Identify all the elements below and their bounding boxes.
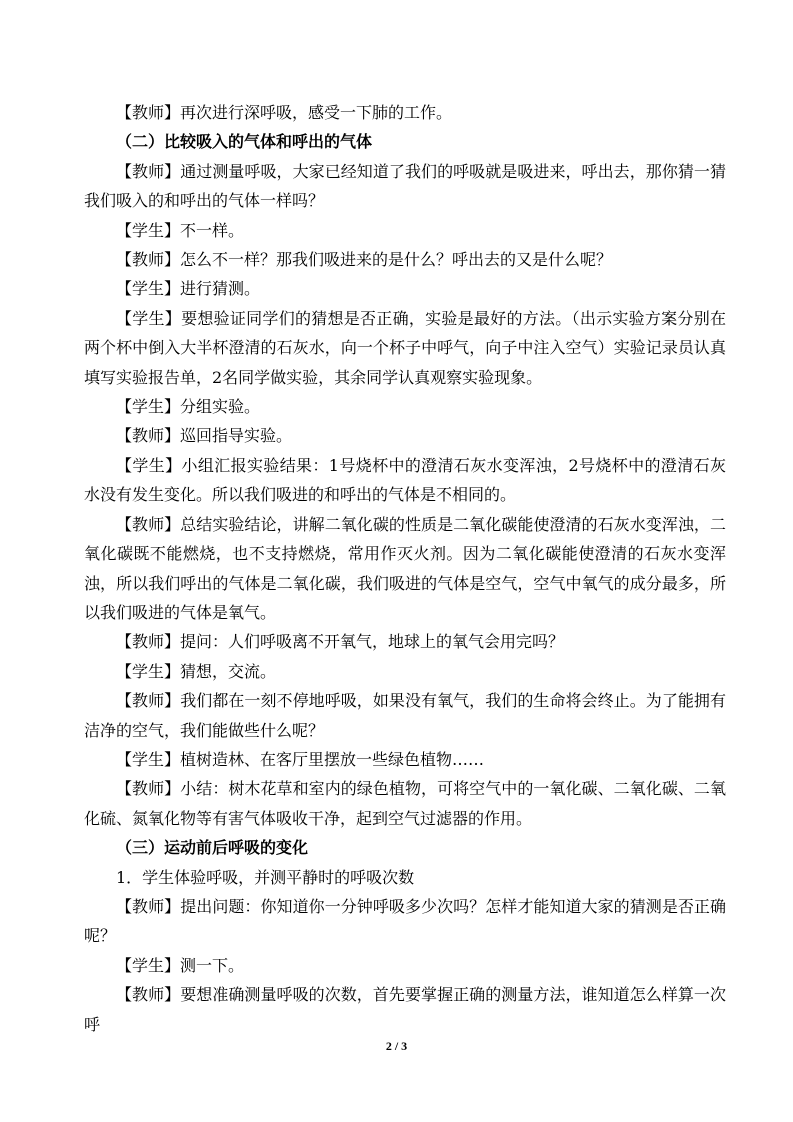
speaker-tag: 【学生】 (116, 397, 181, 417)
speaker-tag: 【教师】 (116, 632, 181, 652)
speaker-tag: 【学生】 (116, 308, 182, 328)
paragraph-text: 植树造林、在客厅里摆放一些绿色植物…… (180, 749, 485, 769)
paragraph-text: 小结：树木花草和室内的绿色植物，可将空气中的一氧化碳、二氧化碳、二氧化硫、氮氧化物等有害气体吸收干净，起到空气过滤器的作用。 (84, 779, 726, 828)
paragraph-text: 测一下。 (180, 955, 245, 975)
paragraph-text: 怎么不一样？那我们吸进来的是什么？呼出去的又是什么呢？ (180, 250, 613, 270)
speaker-tag: 【教师】 (116, 691, 181, 711)
paragraph-text: 猜想，交流。 (180, 661, 277, 681)
paragraph-text: 再次进行深呼吸，感受一下肺的工作。 (180, 103, 453, 122)
paragraph-8 (84, 392, 726, 421)
paragraph-text: 要想准确测量呼吸的次数，首先要掌握正确的测量方法，谁知道怎么样算一次呼 (84, 985, 726, 1034)
document-body (84, 98, 726, 1039)
paragraph-11 (84, 510, 726, 628)
numbered-item-18: 1．学生体验呼吸，并测平静时的呼吸次数 (116, 867, 415, 887)
paragraph-12 (84, 627, 726, 656)
paragraph-text: 我们都在一刻不停地呼吸，如果没有氧气，我们的生命将会终止。为了能拥有洁净的空气，我们能做些什么呢？ (84, 691, 726, 740)
speaker-tag: 【教师】 (116, 514, 181, 534)
paragraph-text: 要想验证同学们的猜想是否正确，实验是最好的方法。（出示实验方案分别在两个杯中倒入大半杯澄清的石灰水，向一个杯子中呼气，向子中注入空气）实验记录员认真填写实验报告单，2名同学做实验，其余同学认真观察实验现象。 (84, 308, 726, 387)
speaker-tag: 【学生】 (116, 749, 181, 769)
section-heading-2: （二）比较吸入的气体和呼出的气体 (116, 132, 373, 152)
paragraph-text: 提问：人们呼吸离不开氧气，地球上的氧气会用完吗？ (180, 632, 565, 652)
paragraph-4 (84, 216, 726, 245)
paragraph-20 (84, 951, 726, 980)
speaker-tag: 【学生】 (116, 955, 181, 975)
speaker-tag: 【教师】 (116, 426, 181, 446)
paragraph-5 (84, 245, 726, 274)
paragraph-text: 巡回指导实验。 (180, 426, 293, 446)
paragraph-15 (84, 745, 726, 774)
speaker-tag: 【学生】 (116, 279, 181, 299)
paragraph-9 (84, 421, 726, 450)
paragraph-13 (84, 657, 726, 686)
speaker-tag: 【学生】 (116, 455, 182, 475)
paragraph-text: 不一样。 (180, 220, 245, 240)
paragraph-text: 分组实验。 (180, 397, 261, 417)
speaker-tag: 【教师】 (116, 779, 181, 799)
paragraph-3 (84, 157, 726, 216)
paragraph-1 (84, 98, 726, 127)
paragraph-7 (84, 304, 726, 392)
paragraph-text: 总结实验结论，讲解二氧化碳的性质是二氧化碳能使澄清的石灰水变浑浊，二氧化碳既不能燃烧，也不支持燃烧，常用作灭火剂。因为二氧化碳能使澄清的石灰水变浑浊，所以我们呼出的气体是二氧化碳，我们吸进的气体是空气，空气中氧气的成分最多，所以我们吸进的气体是氧气。 (84, 514, 726, 622)
speaker-tag: 【学生】 (116, 661, 181, 681)
paragraph-19 (84, 892, 726, 951)
paragraph-14 (84, 686, 726, 745)
speaker-tag: 【教师】 (116, 250, 181, 270)
speaker-tag: 【教师】 (116, 985, 181, 1005)
page-number: 2 / 3 (385, 1039, 408, 1053)
speaker-tag: 【学生】 (116, 220, 181, 240)
speaker-tag: 【教师】 (116, 896, 181, 916)
paragraph-10 (84, 451, 726, 510)
speaker-tag: 【教师】 (116, 161, 181, 181)
section-heading-17: （三）运动前后呼吸的变化 (116, 838, 309, 858)
paragraph-16 (84, 774, 726, 833)
paragraph-text: 通过测量呼吸，大家已经知道了我们的呼吸就是吸进来，呼出去，那你猜一猜我们吸入的和呼出的气体一样吗？ (84, 161, 726, 211)
paragraph-text: 进行猜测。 (180, 279, 261, 299)
paragraph-text: 提出问题：你知道你一分钟呼吸多少次吗？怎样才能知道大家的猜测是否正确呢？ (84, 896, 726, 946)
speaker-tag: 【教师】 (116, 103, 181, 122)
paragraph-text: 小组汇报实验结果：1号烧杯中的澄清石灰水变浑浊，2号烧杯中的澄清石灰水没有发生变化。所以我们吸进的和呼出的气体是不相同的。 (84, 455, 726, 505)
paragraph-6 (84, 274, 726, 303)
paragraph-21 (84, 980, 726, 1039)
